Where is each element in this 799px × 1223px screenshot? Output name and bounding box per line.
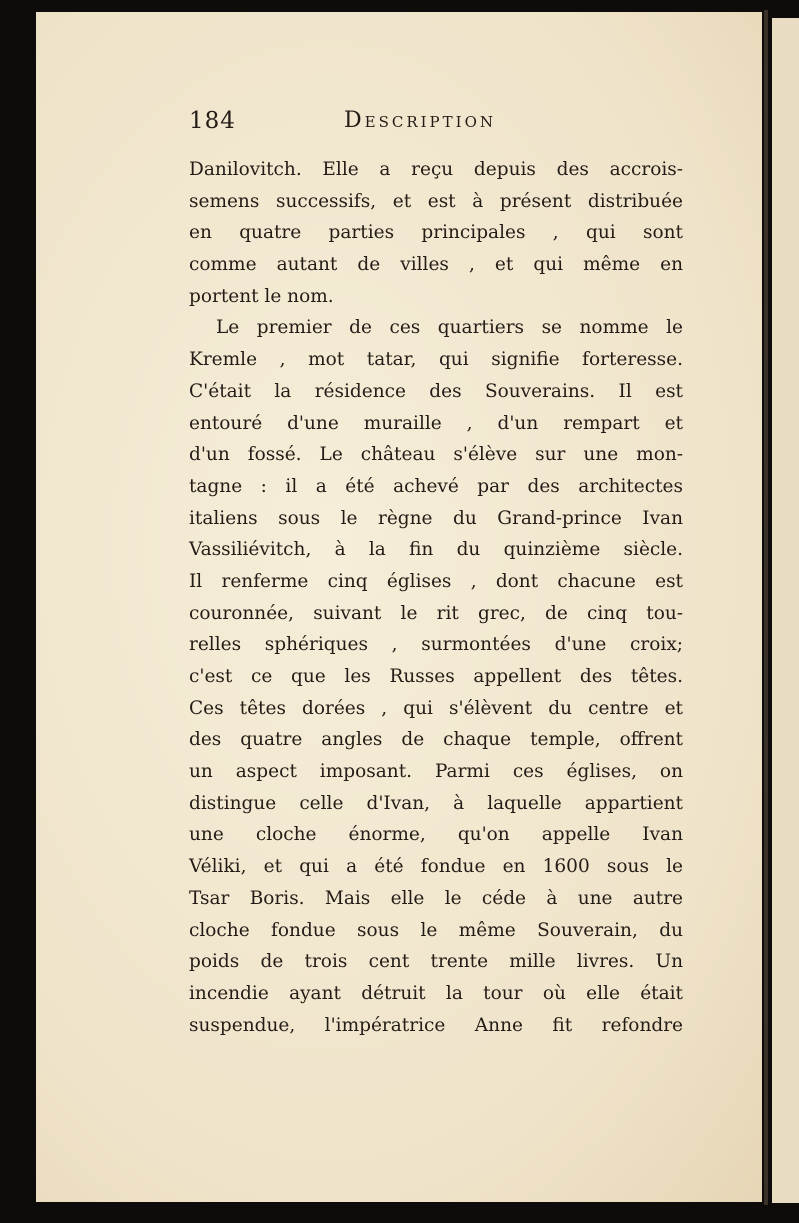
text-line: en quatre parties principales , qui sont xyxy=(189,222,683,244)
text-line: portent le nom. xyxy=(189,285,334,307)
text-line: incendie ayant détruit la tour où elle était xyxy=(189,982,683,1004)
text-line: Le premier de ces quartiers se nomme le xyxy=(216,317,683,339)
text-line: italiens sous le règne du Grand-prince Ivan xyxy=(189,507,683,529)
text-line: poids de trois cent trente mille livres. Un xyxy=(189,951,683,973)
text-line: comme autant de villes , et qui même en xyxy=(189,254,683,276)
text-line: Danilovitch. Elle a reçu depuis des accrois- xyxy=(189,159,683,180)
text-line: entouré d'une muraille , d'un rempart et xyxy=(189,412,683,434)
text-line: Vassiliévitch, à la fin du quinzième siècle. xyxy=(189,539,683,561)
body-text xyxy=(189,154,683,1041)
text-line: cloche fondue sous le même Souverain, du xyxy=(189,919,683,941)
book-gutter xyxy=(764,10,768,1205)
text-line: Véliki, et qui a été fondue en 1600 sous le xyxy=(189,856,683,878)
text-line: couronnée, suivant le rit grec, de cinq tou- xyxy=(189,602,683,624)
text-line: distingue celle d'Ivan, à laquelle appartient xyxy=(189,792,683,814)
text-line: C'était la résidence des Souverains. Il est xyxy=(189,380,683,402)
text-line: un aspect imposant. Parmi ces églises, on xyxy=(189,761,683,783)
text-line: des quatre angles de chaque temple, offrent xyxy=(189,729,683,751)
next-page-edge xyxy=(772,18,799,1203)
text-line: Ces têtes dorées , qui s'élèvent du centre et xyxy=(189,697,683,719)
text-line: une cloche énorme, qu'on appelle Ivan xyxy=(189,824,683,846)
text-line: suspendue, l'impératrice Anne fit refondre xyxy=(189,1014,683,1036)
text-line: relles sphériques , surmontées d'une croix; xyxy=(189,634,683,656)
text-line: Kremle , mot tatar, qui signifie forteresse. xyxy=(189,349,683,371)
text-line: tagne : il a été achevé par des architectes xyxy=(189,475,683,497)
text-line: Il renferme cinq églises , dont chacune est xyxy=(189,570,683,592)
running-title: Description xyxy=(344,108,497,133)
text-line: c'est ce que les Russes appellent des têtes. xyxy=(189,666,683,687)
text-line: d'un fossé. Le château s'élève sur une mon- xyxy=(189,444,683,466)
text-line: semens successifs, et est à présent distribuée xyxy=(189,190,683,212)
page-number: 184 xyxy=(189,108,236,134)
text-line: Tsar Boris. Mais elle le céde à une autre xyxy=(189,887,683,909)
running-head xyxy=(189,108,694,140)
